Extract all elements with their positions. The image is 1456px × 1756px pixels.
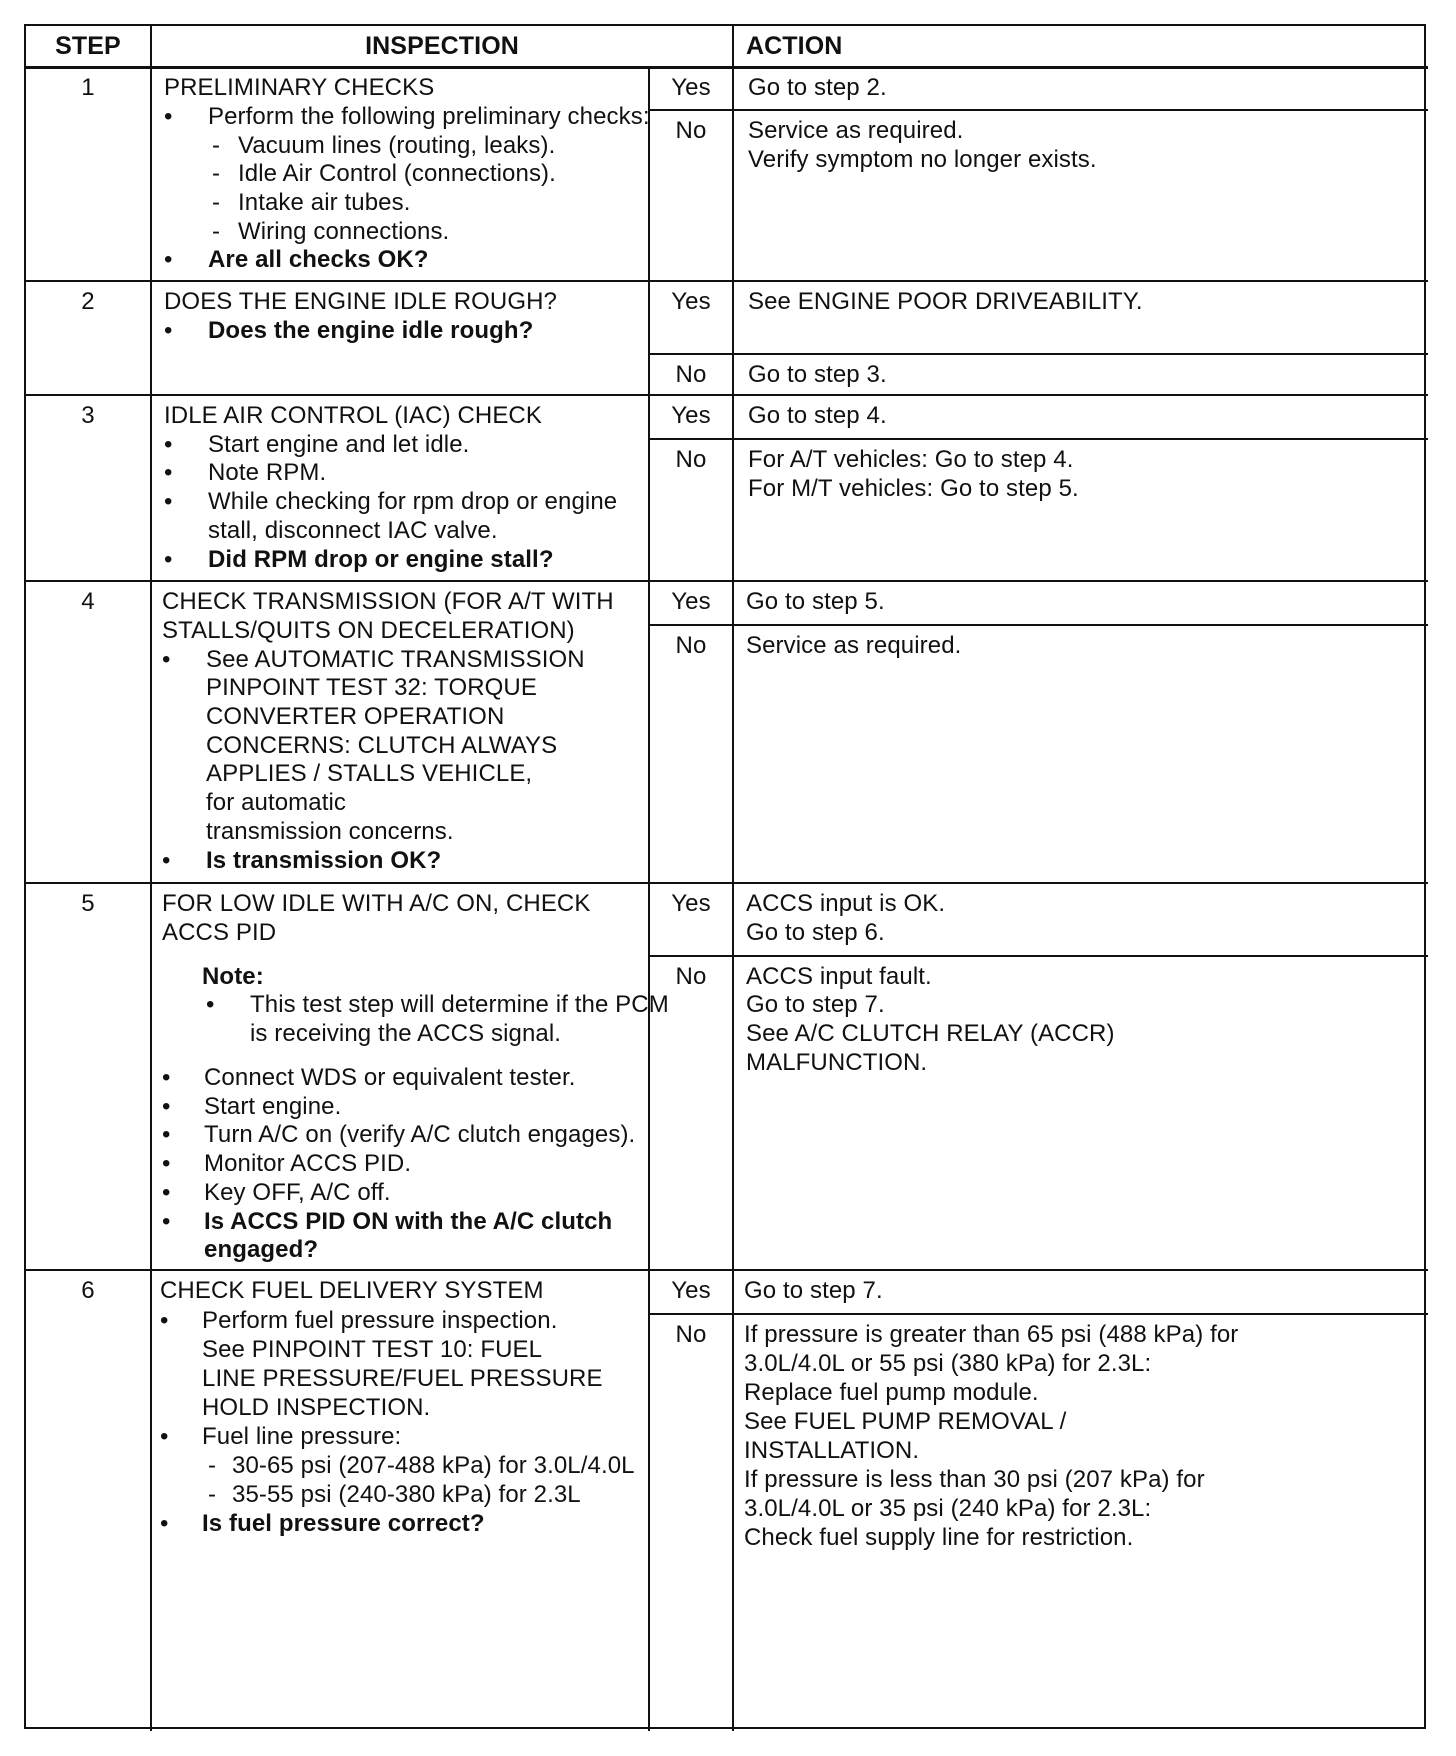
- bullet-text: While checking for rpm drop or engine: [208, 488, 618, 515]
- diagnostic-table: [24, 24, 1426, 1729]
- bullet-text: CONVERTER OPERATION: [206, 703, 505, 730]
- no-label: No: [675, 361, 707, 388]
- bullet-text: Perform the following preliminary checks:: [208, 103, 650, 130]
- yesno-rule-3: [648, 438, 1428, 440]
- bullet-icon: •: [164, 317, 173, 344]
- step-title: CHECK FUEL DELIVERY SYSTEM: [160, 1277, 544, 1304]
- row-rule-5: [26, 1269, 1428, 1271]
- note-label: Note:: [202, 963, 264, 990]
- bullet-text: PINPOINT TEST 32: TORQUE: [206, 674, 537, 701]
- dash-icon: -: [212, 218, 221, 245]
- bullet-text: See AUTOMATIC TRANSMISSION: [206, 646, 585, 673]
- step-title: FOR LOW IDLE WITH A/C ON, CHECK: [162, 890, 591, 917]
- no-action: If pressure is greater than 65 psi (488 kPa) for: [744, 1321, 1239, 1348]
- step-number: 6: [81, 1277, 95, 1304]
- step-title: PRELIMINARY CHECKS: [164, 74, 435, 101]
- question: Does the engine idle rough?: [208, 317, 534, 344]
- row-rule-4: [26, 882, 1428, 884]
- step-number: 2: [81, 288, 95, 315]
- bullet-text: APPLIES / STALLS VEHICLE,: [206, 760, 533, 787]
- bullet-text: Turn A/C on (verify A/C clutch engages).: [204, 1121, 636, 1148]
- bullet-text: Note RPM.: [208, 459, 327, 486]
- yes-label: Yes: [671, 588, 711, 615]
- no-action: INSTALLATION.: [744, 1437, 920, 1464]
- sub-item: Wiring connections.: [238, 218, 450, 245]
- bullet-icon: •: [164, 103, 173, 130]
- yes-action: ACCS input is OK.: [746, 890, 946, 917]
- dash-icon: -: [212, 160, 221, 187]
- no-action: Service as required.: [748, 117, 964, 144]
- yes-action: Go to step 7.: [744, 1277, 883, 1304]
- bullet-text: CONCERNS: CLUTCH ALWAYS: [206, 732, 558, 759]
- bullet-text: Start engine and let idle.: [208, 431, 470, 458]
- bullet-icon: •: [162, 1208, 171, 1235]
- no-action: See A/C CLUTCH RELAY (ACCR): [746, 1020, 1115, 1047]
- row-rule-2: [26, 394, 1428, 396]
- bullet-icon: •: [164, 546, 173, 573]
- yes-action: See ENGINE POOR DRIVEABILITY.: [748, 288, 1143, 315]
- bullet-icon: •: [162, 1093, 171, 1120]
- bullet-text: stall, disconnect IAC valve.: [208, 517, 498, 544]
- no-action: For A/T vehicles: Go to step 4.: [748, 446, 1074, 473]
- yesno-rule-5: [648, 955, 1428, 957]
- header-step: STEP: [55, 32, 121, 60]
- bullet-text: Perform fuel pressure inspection.: [202, 1307, 558, 1334]
- bullet-icon: •: [162, 847, 171, 874]
- bullet-text: for automatic: [206, 789, 347, 816]
- bullet-text: HOLD INSPECTION.: [202, 1394, 431, 1421]
- step-number: 4: [81, 588, 95, 615]
- no-action: MALFUNCTION.: [746, 1049, 928, 1076]
- no-action: Verify symptom no longer exists.: [748, 146, 1097, 173]
- bullet-icon: •: [164, 459, 173, 486]
- no-action: Replace fuel pump module.: [744, 1379, 1039, 1406]
- bullet-text: Monitor ACCS PID.: [204, 1150, 412, 1177]
- bullet-text: Fuel line pressure:: [202, 1423, 402, 1450]
- step-title: IDLE AIR CONTROL (IAC) CHECK: [164, 402, 542, 429]
- sub-item: 30-65 psi (207-488 kPa) for 3.0L/4.0L: [232, 1452, 635, 1479]
- sub-item: Vacuum lines (routing, leaks).: [238, 132, 556, 159]
- dash-icon: -: [212, 189, 221, 216]
- no-label: No: [675, 963, 707, 990]
- bullet-text: LINE PRESSURE/FUEL PRESSURE: [202, 1365, 603, 1392]
- yes-label: Yes: [671, 288, 711, 315]
- bullet-icon: •: [162, 646, 171, 673]
- yes-label: Yes: [671, 74, 711, 101]
- step-title: STALLS/QUITS ON DECELERATION): [162, 617, 575, 644]
- note-text: is receiving the ACCS signal.: [250, 1020, 562, 1047]
- row-rule-3: [26, 580, 1428, 582]
- row-rule-1: [26, 280, 1428, 282]
- sub-item: Idle Air Control (connections).: [238, 160, 556, 187]
- bullet-text: See PINPOINT TEST 10: FUEL: [202, 1336, 543, 1363]
- bullet-icon: •: [164, 246, 173, 273]
- yes-label: Yes: [671, 402, 711, 429]
- bullet-icon: •: [160, 1307, 169, 1334]
- bullet-icon: •: [206, 991, 215, 1018]
- bullet-icon: •: [160, 1510, 169, 1537]
- bullet-icon: •: [160, 1423, 169, 1450]
- no-label: No: [675, 1321, 707, 1348]
- yes-action: Go to step 4.: [748, 402, 887, 429]
- yesno-rule-2: [648, 353, 1428, 355]
- question: Is transmission OK?: [206, 847, 442, 874]
- bullet-text: Connect WDS or equivalent tester.: [204, 1064, 576, 1091]
- step-title: ACCS PID: [162, 919, 277, 946]
- no-action: 3.0L/4.0L or 55 psi (380 kPa) for 2.3L:: [744, 1350, 1152, 1377]
- no-action: See FUEL PUMP REMOVAL /: [744, 1408, 1067, 1435]
- no-action: Go to step 7.: [746, 991, 885, 1018]
- yes-label: Yes: [671, 890, 711, 917]
- yesno-rule-1: [648, 109, 1428, 111]
- step-title: DOES THE ENGINE IDLE ROUGH?: [164, 288, 558, 315]
- sub-item: Intake air tubes.: [238, 189, 411, 216]
- bullet-text: transmission concerns.: [206, 818, 454, 845]
- step-number: 3: [81, 402, 95, 429]
- no-action: Service as required.: [746, 632, 962, 659]
- dash-icon: -: [212, 132, 221, 159]
- no-label: No: [675, 632, 707, 659]
- question: Are all checks OK?: [208, 246, 429, 273]
- yes-action: Go to step 6.: [746, 919, 885, 946]
- yes-action: Go to step 5.: [746, 588, 885, 615]
- no-action: If pressure is less than 30 psi (207 kPa) for: [744, 1466, 1205, 1493]
- note-text: This test step will determine if the PCM: [250, 991, 669, 1018]
- yes-label: Yes: [671, 1277, 711, 1304]
- step-number: 5: [81, 890, 95, 917]
- bullet-icon: •: [162, 1179, 171, 1206]
- question: engaged?: [204, 1236, 319, 1263]
- bullet-icon: •: [162, 1064, 171, 1091]
- question: Did RPM drop or engine stall?: [208, 546, 554, 573]
- no-action: For M/T vehicles: Go to step 5.: [748, 475, 1079, 502]
- yesno-rule-4: [648, 624, 1428, 626]
- bullet-icon: •: [162, 1150, 171, 1177]
- sub-item: 35-55 psi (240-380 kPa) for 2.3L: [232, 1481, 581, 1508]
- question: Is fuel pressure correct?: [202, 1510, 485, 1537]
- no-action: 3.0L/4.0L or 35 psi (240 kPa) for 2.3L:: [744, 1495, 1152, 1522]
- no-label: No: [675, 117, 707, 144]
- no-action: ACCS input fault.: [746, 963, 932, 990]
- header-inspection: INSPECTION: [365, 32, 519, 60]
- bullet-icon: •: [164, 431, 173, 458]
- no-action: Check fuel supply line for restriction.: [744, 1524, 1134, 1551]
- bullet-text: Key OFF, A/C off.: [204, 1179, 391, 1206]
- step-number: 1: [81, 74, 95, 101]
- dash-icon: -: [208, 1481, 217, 1508]
- bullet-text: Start engine.: [204, 1093, 342, 1120]
- step-title: CHECK TRANSMISSION (FOR A/T WITH: [162, 588, 614, 615]
- dash-icon: -: [208, 1452, 217, 1479]
- yesno-rule-6: [648, 1313, 1428, 1315]
- bullet-icon: •: [164, 488, 173, 515]
- no-action: Go to step 3.: [748, 361, 887, 388]
- no-label: No: [675, 446, 707, 473]
- header-rule: [26, 66, 1428, 69]
- question: Is ACCS PID ON with the A/C clutch: [204, 1208, 613, 1235]
- header-action: ACTION: [746, 32, 843, 60]
- yes-action: Go to step 2.: [748, 74, 887, 101]
- bullet-icon: •: [162, 1121, 171, 1148]
